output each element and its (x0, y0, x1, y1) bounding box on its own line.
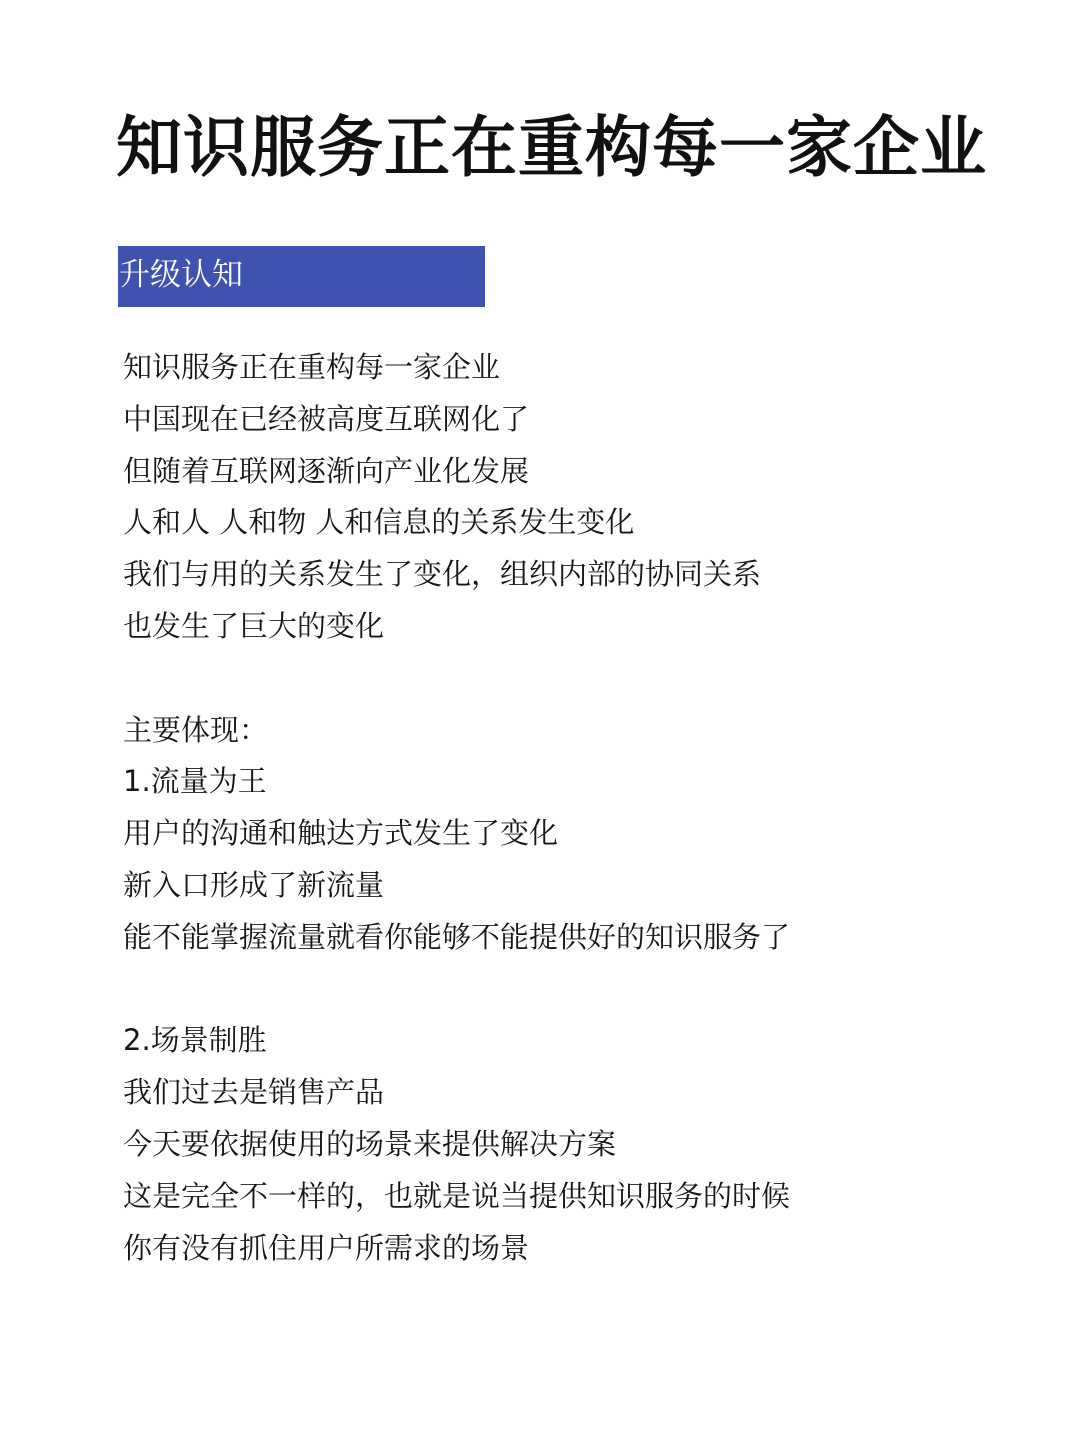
text-line: 我们与用的关系发生了变化，组织内部的协同关系 (123, 557, 762, 592)
text-line: 用户的沟通和触达方式发生了变化 (123, 816, 559, 851)
point-heading: 1.流量为王 (123, 764, 267, 799)
blank-line (123, 655, 1023, 707)
text-line: 也发生了巨大的变化 (123, 608, 385, 643)
text-line: 能不能掌握流量就看你能够不能提供好的知识服务了 (123, 919, 791, 954)
point-heading: 2.场景制胜 (123, 1023, 267, 1058)
page-title: 知识服务正在重构每一家企业 (116, 109, 987, 186)
text-line: 中国现在已经被高度互联网化了 (123, 401, 530, 436)
text-line: 但随着互联网逐渐向产业化发展 (123, 453, 530, 488)
body-text (123, 344, 1023, 1276)
text-line: 人和人 人和物 人和信息的关系发生变化 (123, 505, 635, 540)
text-line: 今天要依据使用的场景来提供解决方案 (123, 1126, 617, 1161)
subheading: 主要体现： (123, 712, 269, 747)
blank-line (123, 966, 1023, 1018)
text-line: 新入口形成了新流量 (123, 867, 385, 902)
text-line: 你有没有抓住用户所需求的场景 (123, 1230, 530, 1265)
text-line: 这是完全不一样的，也就是说当提供知识服务的时候 (123, 1178, 791, 1213)
text-line: 知识服务正在重构每一家企业 (123, 350, 501, 384)
text-line: 我们过去是销售产品 (123, 1075, 385, 1110)
section-header-label: 升级认知 (119, 257, 243, 293)
